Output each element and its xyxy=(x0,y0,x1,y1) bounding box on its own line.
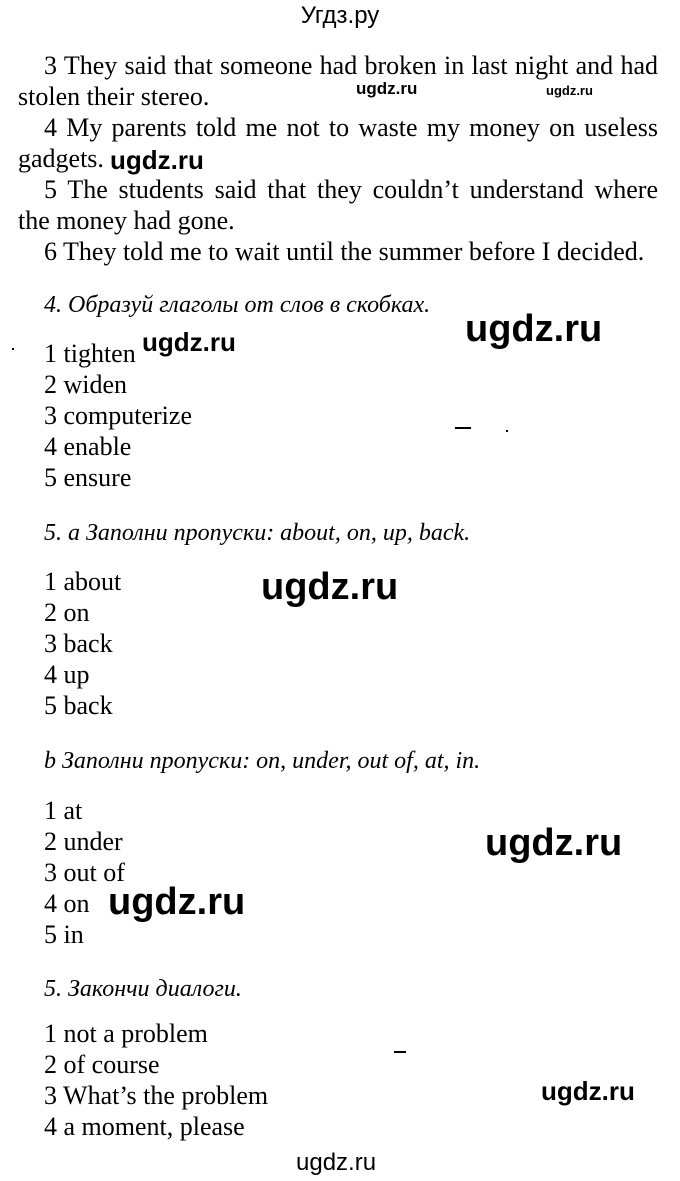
section-5b-item: 3 out of xyxy=(44,858,125,887)
answer-paragraph-4: 4 My parents told me not to waste my money on useless gadgets. xyxy=(18,113,658,173)
answer-paragraph-5: 5 The students said that they couldn’t understand where the money had gone. xyxy=(18,175,658,235)
watermark: ugdz.ru xyxy=(465,308,603,350)
section-5c-heading: 5. Закончи диалоги. xyxy=(44,976,242,1002)
section-4-item: 1 tighten xyxy=(44,339,136,368)
scan-speck xyxy=(455,427,471,429)
section-5c-item: 4 a moment, please xyxy=(44,1112,245,1141)
section-5a-item: 1 about xyxy=(44,567,122,596)
watermark: ugdz.ru xyxy=(541,1076,635,1106)
section-5b-item: 2 under xyxy=(44,827,123,856)
section-5b-heading: b Заполни пропуски: on, under, out of, at, in. xyxy=(44,748,481,774)
section-5a-item: 2 on xyxy=(44,598,90,627)
watermark: ugdz.ru xyxy=(485,822,623,864)
answer-paragraph-6: 6 They told me to wait until the summer before I decided. xyxy=(44,237,645,266)
scan-speck xyxy=(506,430,508,432)
scan-speck xyxy=(12,348,14,350)
section-5c-item: 3 What’s the problem xyxy=(44,1081,269,1110)
section-4-item: 4 enable xyxy=(44,432,132,461)
section-5b-item: 4 on xyxy=(44,889,90,918)
answer-paragraph-3: 3 They said that someone had broken in last night and had stolen their stereo. xyxy=(18,51,658,111)
section-5a-item: 3 back xyxy=(44,629,113,658)
section-5b-item: 5 in xyxy=(44,920,84,949)
section-5a-heading: 5. a Заполни пропуски: about, on, up, back. xyxy=(44,520,471,546)
scan-speck xyxy=(394,1051,406,1053)
section-5c-item: 2 of course xyxy=(44,1050,160,1079)
watermark: ugdz.ru xyxy=(356,79,418,98)
section-5b-item: 1 at xyxy=(44,796,83,825)
footer-watermark: ugdz.ru xyxy=(296,1149,377,1176)
page-header: Угдз.ру xyxy=(300,2,380,29)
watermark: ugdz.ru xyxy=(546,83,593,98)
section-5a-item: 5 back xyxy=(44,691,113,720)
watermark: ugdz.ru xyxy=(261,566,399,608)
section-5a-item: 4 up xyxy=(44,660,90,689)
watermark: ugdz.ru xyxy=(108,881,246,923)
section-4-item: 5 ensure xyxy=(44,463,132,492)
watermark: ugdz.ru xyxy=(142,327,236,357)
watermark: ugdz.ru xyxy=(110,145,204,175)
section-4-item: 3 computerize xyxy=(44,401,192,430)
section-4-item: 2 widen xyxy=(44,370,128,399)
section-4-heading: 4. Образуй глаголы от слов в скобках. xyxy=(44,292,431,318)
section-5c-item: 1 not a problem xyxy=(44,1019,208,1048)
